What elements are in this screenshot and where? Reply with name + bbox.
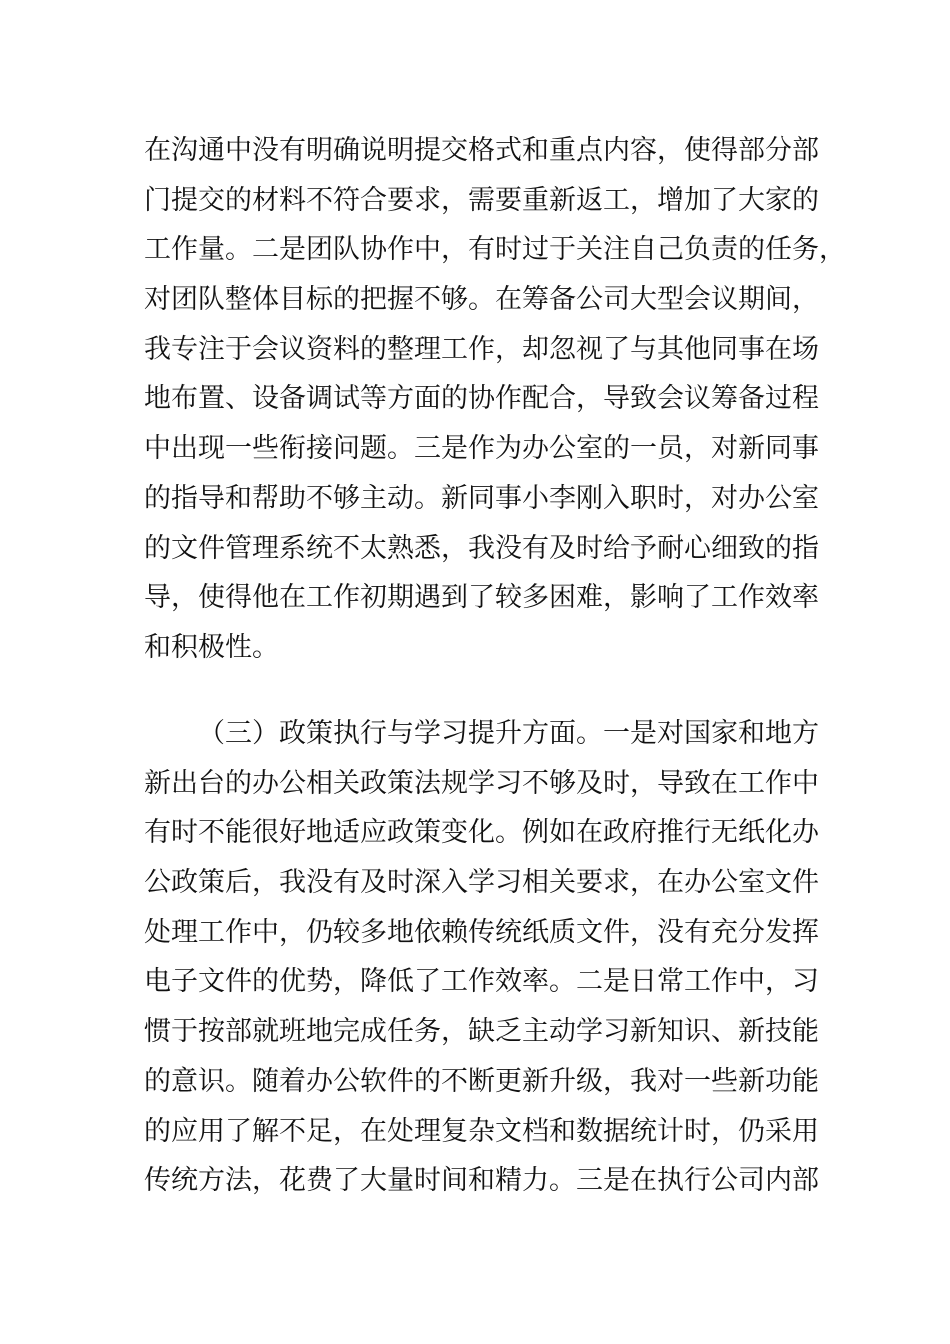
text-line: 处理工作中，仍较多地依赖传统纸质文件，没有充分发挥 [144, 916, 819, 948]
text-line: 传统方法，花费了大量时间和精力。三是在执行公司内部 [144, 1165, 819, 1197]
text-line: 有时不能很好地适应政策变化。例如在政府推行无纸化办 [144, 817, 819, 849]
section-heading-line: （三）政策执行与学习提升方面。一是对国家和地方 [198, 718, 819, 749]
text-line: 对团队整体目标的把握不够。在筹备公司大型会议期间， [144, 284, 819, 316]
text-line: 在沟通中没有明确说明提交格式和重点内容，使得部分部 [144, 135, 819, 166]
text-line: 我专注于会议资料的整理工作，却忽视了与其他同事在场 [144, 333, 819, 365]
text-line: 的应用了解不足，在处理复杂文档和数据统计时，仍采用 [144, 1115, 819, 1147]
text-line: 导，使得他在工作初期遇到了较多困难，影响了工作效率 [144, 582, 819, 614]
text-line: 惯于按部就班地完成任务，缺乏主动学习新知识、新技能 [144, 1016, 819, 1048]
paragraph-teamwork [144, 126, 846, 673]
text-line: 和积极性。 [144, 631, 279, 663]
text-line: 的文件管理系统不太熟悉，我没有及时给予耐心细致的指 [144, 532, 819, 564]
text-line: 工作量。二是团队协作中，有时过于关注自己负责的任务， [144, 234, 846, 266]
paragraph-policy-learning [144, 709, 819, 1206]
text-line: 地布置、设备调试等方面的协作配合，导致会议筹备过程 [144, 383, 819, 415]
text-line: 的指导和帮助不够主动。新同事小李刚入职时，对办公室 [144, 482, 819, 514]
text-line: 公政策后，我没有及时深入学习相关要求，在办公室文件 [144, 867, 819, 899]
text-line: 的意识。随着办公软件的不断更新升级，我对一些新功能 [144, 1065, 819, 1097]
text-line: 门提交的材料不符合要求，需要重新返工，增加了大家的 [144, 184, 819, 216]
text-line: 电子文件的优势，降低了工作效率。二是日常工作中，习 [144, 966, 819, 998]
text-line: 新出台的办公相关政策法规学习不够及时，导致在工作中 [144, 767, 819, 799]
text-line: 中出现一些衔接问题。三是作为办公室的一员，对新同事 [144, 433, 819, 465]
